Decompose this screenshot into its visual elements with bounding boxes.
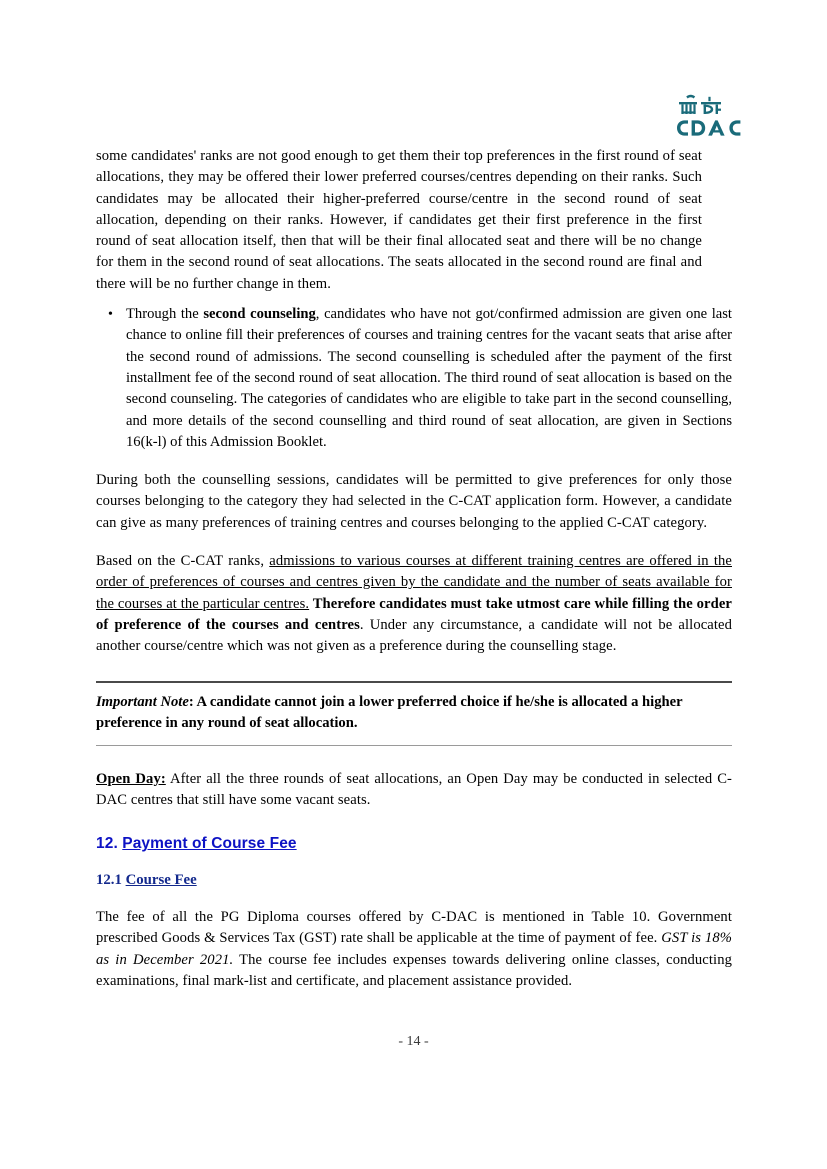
important-note-box [96, 681, 732, 746]
subsection-title [96, 871, 732, 890]
bullet-lead-in: Through the [126, 306, 204, 323]
subsection-number: 12.1 [96, 872, 126, 889]
counselling-paragraph: During both the counselling sessions, candidates will be permitted to give preferences for only those courses belonging to the category they had selected in the C-CAT application form. However, a candidate can give as many preferences of training centres and courses belonging to the applied C-CAT category. [96, 472, 732, 531]
open-day-paragraph [96, 769, 732, 812]
fee-text-part1: The fee of all the PG Diploma courses offered by C-DAC is mentioned in Table 10. Government prescribed Goods & Services Tax (GST) rate shall be applicable at the time of payment of fee. [96, 909, 732, 947]
section-number: 12. [96, 835, 123, 853]
section-title[interactable]: Payment of Course Fee [122, 835, 297, 853]
bullet-bold-term: second counseling [203, 306, 316, 323]
list-item [108, 304, 732, 453]
cdac-logo-icon [675, 88, 747, 140]
document-body [96, 146, 732, 992]
bullet-rest: , candidates who have not got/confirmed admission are given one last chance to online fill their preferences of courses and training centres for the vacant seats that arise after the second round of admissions. The second counselling is scheduled after the payment of the first installment fee of the second round of seat allocation. The third round of seat allocation is based on the second counseling. The categories of candidates who are eligible to take part in the second counselling, and more details of the second counselling and third round of seat allocation, are given in Sections 16(k-l) of this Admission Booklet. [126, 306, 732, 450]
bullet-point-icon: • [108, 307, 113, 323]
fee-paragraph [96, 907, 732, 992]
bullet-list [96, 304, 732, 453]
fee-text-part2: The course fee includes expenses towards delivering online classes, conducting examinations, final mark-list and certificate, and placement assistance provided. [96, 951, 732, 990]
gst-italic-note: GST is 18% as in December 2021. [96, 930, 732, 968]
ranks-tail-text: . Under any circumstance, a candidate will not be allocated another course/centre which was not given as a preference during the counselling stage. [96, 616, 733, 655]
open-day-label: Open Day: [96, 770, 166, 787]
ranks-underlined-text: admissions to various courses at different training centres are offered in the order of preferences of courses and centres given by the candidate and the number of seats available for the courses at the particular centres. [96, 553, 732, 612]
subsection-link[interactable]: Course Fee [125, 872, 197, 889]
page-title [96, 834, 732, 854]
important-note-separator: : [188, 693, 197, 710]
page-number: - 14 - [398, 1034, 429, 1049]
page-footer [0, 1034, 827, 1050]
ranks-paragraph [96, 551, 732, 657]
cdac-logo [675, 88, 747, 140]
important-note-body: A candidate cannot join a lower preferred choice if he/she is allocated a higher preference in any round of seat allocation. [96, 693, 683, 732]
ranks-plain-lead: Based on the C-CAT ranks, [96, 553, 270, 570]
continuation-paragraph: some candidates' ranks are not good enough to get them their top preferences in the first round of seat allocations, they may be offered their lower preferred courses/centres depending on their ranks. Such candidates may be allocated their higher-preferred course/centre in the second round of seat allocation, depending on their ranks. However, if candidates get their first preference in the first round of seat allocation itself, then that will be their final allocated seat and there will be no change for them in the second round of seat allocations. The seats allocated in the second round are final and there will be no further change in them. [96, 148, 702, 292]
important-note-text [96, 692, 732, 735]
open-day-text: After all the three rounds of seat allocations, an Open Day may be conducted in selected C-DAC centres that still have some vacant seats. [96, 770, 732, 808]
ranks-bold-text: Therefore candidates must take utmost care while filling the order of preference of the courses and centres [96, 595, 732, 633]
important-note-label: Important Note [96, 693, 189, 710]
